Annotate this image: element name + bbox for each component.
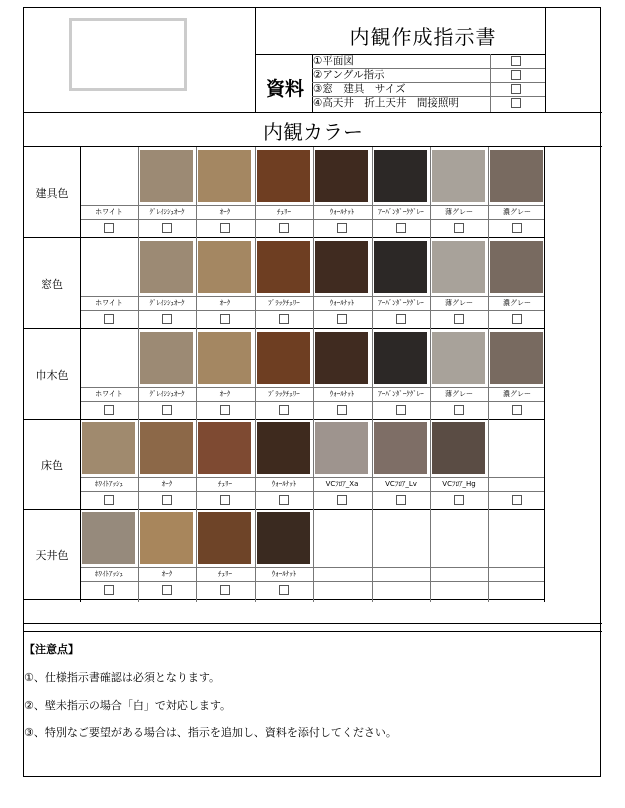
color-name: ｱｰﾊﾞﾝﾀﾞｰｸｸﾞﾚｰ bbox=[378, 299, 424, 307]
color-checkbox[interactable] bbox=[104, 495, 114, 505]
color-checkbox[interactable] bbox=[220, 314, 230, 324]
color-name: ｵｰｸ bbox=[161, 570, 173, 578]
color-name: ｵｰｸ bbox=[219, 299, 231, 307]
color-name: ｳｫｰﾙﾅｯﾄ bbox=[271, 480, 297, 488]
color-swatch bbox=[140, 332, 193, 384]
color-name: ｵｰｸ bbox=[219, 208, 231, 216]
color-checkbox[interactable] bbox=[337, 495, 347, 505]
color-swatch bbox=[257, 241, 310, 293]
color-name: 濃グレー bbox=[503, 390, 531, 398]
color-name: 濃グレー bbox=[503, 299, 531, 307]
material-item-4: ④高天井 折上天井 間接照明 bbox=[313, 97, 459, 109]
color-swatch bbox=[82, 422, 135, 474]
color-swatch bbox=[490, 241, 543, 293]
color-checkbox[interactable] bbox=[104, 223, 114, 233]
color-name: ｵｰｸ bbox=[219, 390, 231, 398]
material-checkbox-1[interactable] bbox=[511, 56, 521, 66]
color-swatch bbox=[82, 150, 135, 202]
color-name: ｳｫｰﾙﾅｯﾄ bbox=[329, 390, 355, 398]
color-checkbox[interactable] bbox=[396, 223, 406, 233]
color-swatch bbox=[82, 332, 135, 384]
color-name: ホワイト bbox=[95, 390, 123, 398]
color-checkbox[interactable] bbox=[104, 585, 114, 595]
color-checkbox[interactable] bbox=[337, 405, 347, 415]
color-checkbox[interactable] bbox=[162, 585, 172, 595]
color-checkbox[interactable] bbox=[512, 405, 522, 415]
color-name: ﾁｪﾘｰ bbox=[218, 480, 232, 488]
row-label: 窓色 bbox=[41, 277, 63, 291]
color-checkbox[interactable] bbox=[279, 585, 289, 595]
note-1: ①、仕様指示書確認は必須となります。 bbox=[24, 671, 220, 684]
materials-label: 資料 bbox=[265, 78, 304, 100]
color-name: ﾌﾞﾗｯｸﾁｪﾘｰ bbox=[268, 299, 300, 307]
color-name: ｸﾞﾚｲｼｼｭｵｰｸ bbox=[149, 208, 185, 216]
material-checkbox-2[interactable] bbox=[511, 70, 521, 80]
color-checkbox[interactable] bbox=[396, 405, 406, 415]
color-name: ｳｫｰﾙﾅｯﾄ bbox=[329, 299, 355, 307]
color-checkbox[interactable] bbox=[162, 495, 172, 505]
color-checkbox[interactable] bbox=[104, 405, 114, 415]
row-label: 天井色 bbox=[35, 548, 69, 562]
color-checkbox[interactable] bbox=[396, 495, 406, 505]
color-checkbox[interactable] bbox=[279, 495, 289, 505]
color-checkbox[interactable] bbox=[220, 405, 230, 415]
color-swatch bbox=[198, 512, 251, 564]
color-checkbox[interactable] bbox=[454, 405, 464, 415]
color-swatch bbox=[432, 150, 485, 202]
color-swatch bbox=[315, 241, 368, 293]
material-checkbox-3[interactable] bbox=[511, 84, 521, 94]
color-checkbox[interactable] bbox=[279, 314, 289, 324]
color-checkbox[interactable] bbox=[337, 314, 347, 324]
color-swatch bbox=[490, 332, 543, 384]
color-name: ﾌﾞﾗｯｸﾁｪﾘｰ bbox=[268, 390, 300, 398]
color-name: VCﾌﾛｱ_Xa bbox=[325, 480, 359, 488]
color-name: ホワイト bbox=[95, 208, 123, 216]
color-swatch bbox=[140, 150, 193, 202]
color-swatch bbox=[82, 241, 135, 293]
material-item-3: ③窓 建具 サイズ bbox=[313, 83, 406, 95]
color-swatch bbox=[257, 332, 310, 384]
color-checkbox[interactable] bbox=[512, 223, 522, 233]
note-3: ③、特別なご要望がある場合は、指示を追加し、資料を添付してください。 bbox=[24, 726, 397, 739]
row-label: 床色 bbox=[41, 458, 63, 472]
color-swatch bbox=[374, 422, 427, 474]
color-name: ｸﾞﾚｲｼｼｭｵｰｸ bbox=[149, 299, 185, 307]
color-swatch bbox=[374, 332, 427, 384]
color-swatch bbox=[432, 422, 485, 474]
color-swatch bbox=[82, 512, 135, 564]
note-2: ②、壁未指示の場合「白」で対応します。 bbox=[24, 699, 231, 712]
color-name: 薄グレー bbox=[445, 208, 473, 216]
color-checkbox[interactable] bbox=[279, 223, 289, 233]
color-name: ｱｰﾊﾞﾝﾀﾞｰｸｸﾞﾚｰ bbox=[378, 390, 424, 398]
color-checkbox[interactable] bbox=[162, 405, 172, 415]
color-checkbox[interactable] bbox=[220, 495, 230, 505]
color-swatch bbox=[432, 241, 485, 293]
color-name: 薄グレー bbox=[445, 390, 473, 398]
color-swatch bbox=[432, 332, 485, 384]
color-swatch bbox=[257, 512, 310, 564]
color-checkbox[interactable] bbox=[454, 223, 464, 233]
color-checkbox[interactable] bbox=[454, 314, 464, 324]
color-name: ﾎﾜｲﾄｱｯｼｭ bbox=[95, 480, 123, 488]
page-title: 内観作成指示書 bbox=[349, 24, 497, 49]
color-swatch bbox=[490, 150, 543, 202]
color-swatch bbox=[198, 150, 251, 202]
material-item-2: ②アングル指示 bbox=[313, 69, 385, 81]
color-checkbox[interactable] bbox=[396, 314, 406, 324]
color-swatch bbox=[140, 241, 193, 293]
color-swatch bbox=[198, 241, 251, 293]
color-name: ﾎﾜｲﾄｱｯｼｭ bbox=[95, 570, 123, 578]
color-name: VCﾌﾛｱ_Hg bbox=[442, 480, 476, 488]
color-name: ｸﾞﾚｲｼｼｭｵｰｸ bbox=[149, 390, 185, 398]
color-checkbox[interactable] bbox=[279, 405, 289, 415]
color-swatch bbox=[315, 150, 368, 202]
logo-placeholder bbox=[69, 18, 187, 91]
color-name: ﾁｪﾘｰ bbox=[218, 570, 232, 578]
color-checkbox[interactable] bbox=[337, 223, 347, 233]
color-swatch bbox=[374, 150, 427, 202]
color-checkbox[interactable] bbox=[512, 314, 522, 324]
section-title: 内観カラー bbox=[263, 119, 363, 144]
color-swatch bbox=[140, 512, 193, 564]
color-swatch bbox=[140, 422, 193, 474]
color-name: 濃グレー bbox=[503, 208, 531, 216]
color-name: ｱｰﾊﾞﾝﾀﾞｰｸｸﾞﾚｰ bbox=[378, 208, 424, 216]
color-swatch bbox=[257, 422, 310, 474]
color-name: ホワイト bbox=[95, 299, 123, 307]
material-item-1: ①平面図 bbox=[313, 55, 354, 67]
color-swatch bbox=[198, 422, 251, 474]
color-name: ｳｫｰﾙﾅｯﾄ bbox=[271, 570, 297, 578]
color-name: 薄グレー bbox=[445, 299, 473, 307]
notes-title: 【注意点】 bbox=[24, 643, 79, 656]
row-label: 建具色 bbox=[35, 186, 69, 200]
color-checkbox[interactable] bbox=[162, 314, 172, 324]
color-swatch bbox=[257, 150, 310, 202]
color-name: ｳｫｰﾙﾅｯﾄ bbox=[329, 208, 355, 216]
color-checkbox[interactable] bbox=[512, 495, 522, 505]
material-checkbox-4[interactable] bbox=[511, 98, 521, 108]
color-checkbox[interactable] bbox=[220, 223, 230, 233]
color-swatch bbox=[198, 332, 251, 384]
color-checkbox[interactable] bbox=[454, 495, 464, 505]
color-checkbox[interactable] bbox=[220, 585, 230, 595]
color-name: ﾁｪﾘｰ bbox=[277, 208, 291, 216]
color-swatch bbox=[315, 422, 368, 474]
row-label: 巾木色 bbox=[35, 368, 69, 382]
color-name: ｵｰｸ bbox=[161, 480, 173, 488]
color-checkbox[interactable] bbox=[104, 314, 114, 324]
color-swatch bbox=[374, 241, 427, 293]
color-checkbox[interactable] bbox=[162, 223, 172, 233]
instruction-sheet bbox=[23, 7, 601, 777]
color-swatch bbox=[315, 332, 368, 384]
color-name: VCﾌﾛｱ_Lv bbox=[385, 480, 417, 488]
